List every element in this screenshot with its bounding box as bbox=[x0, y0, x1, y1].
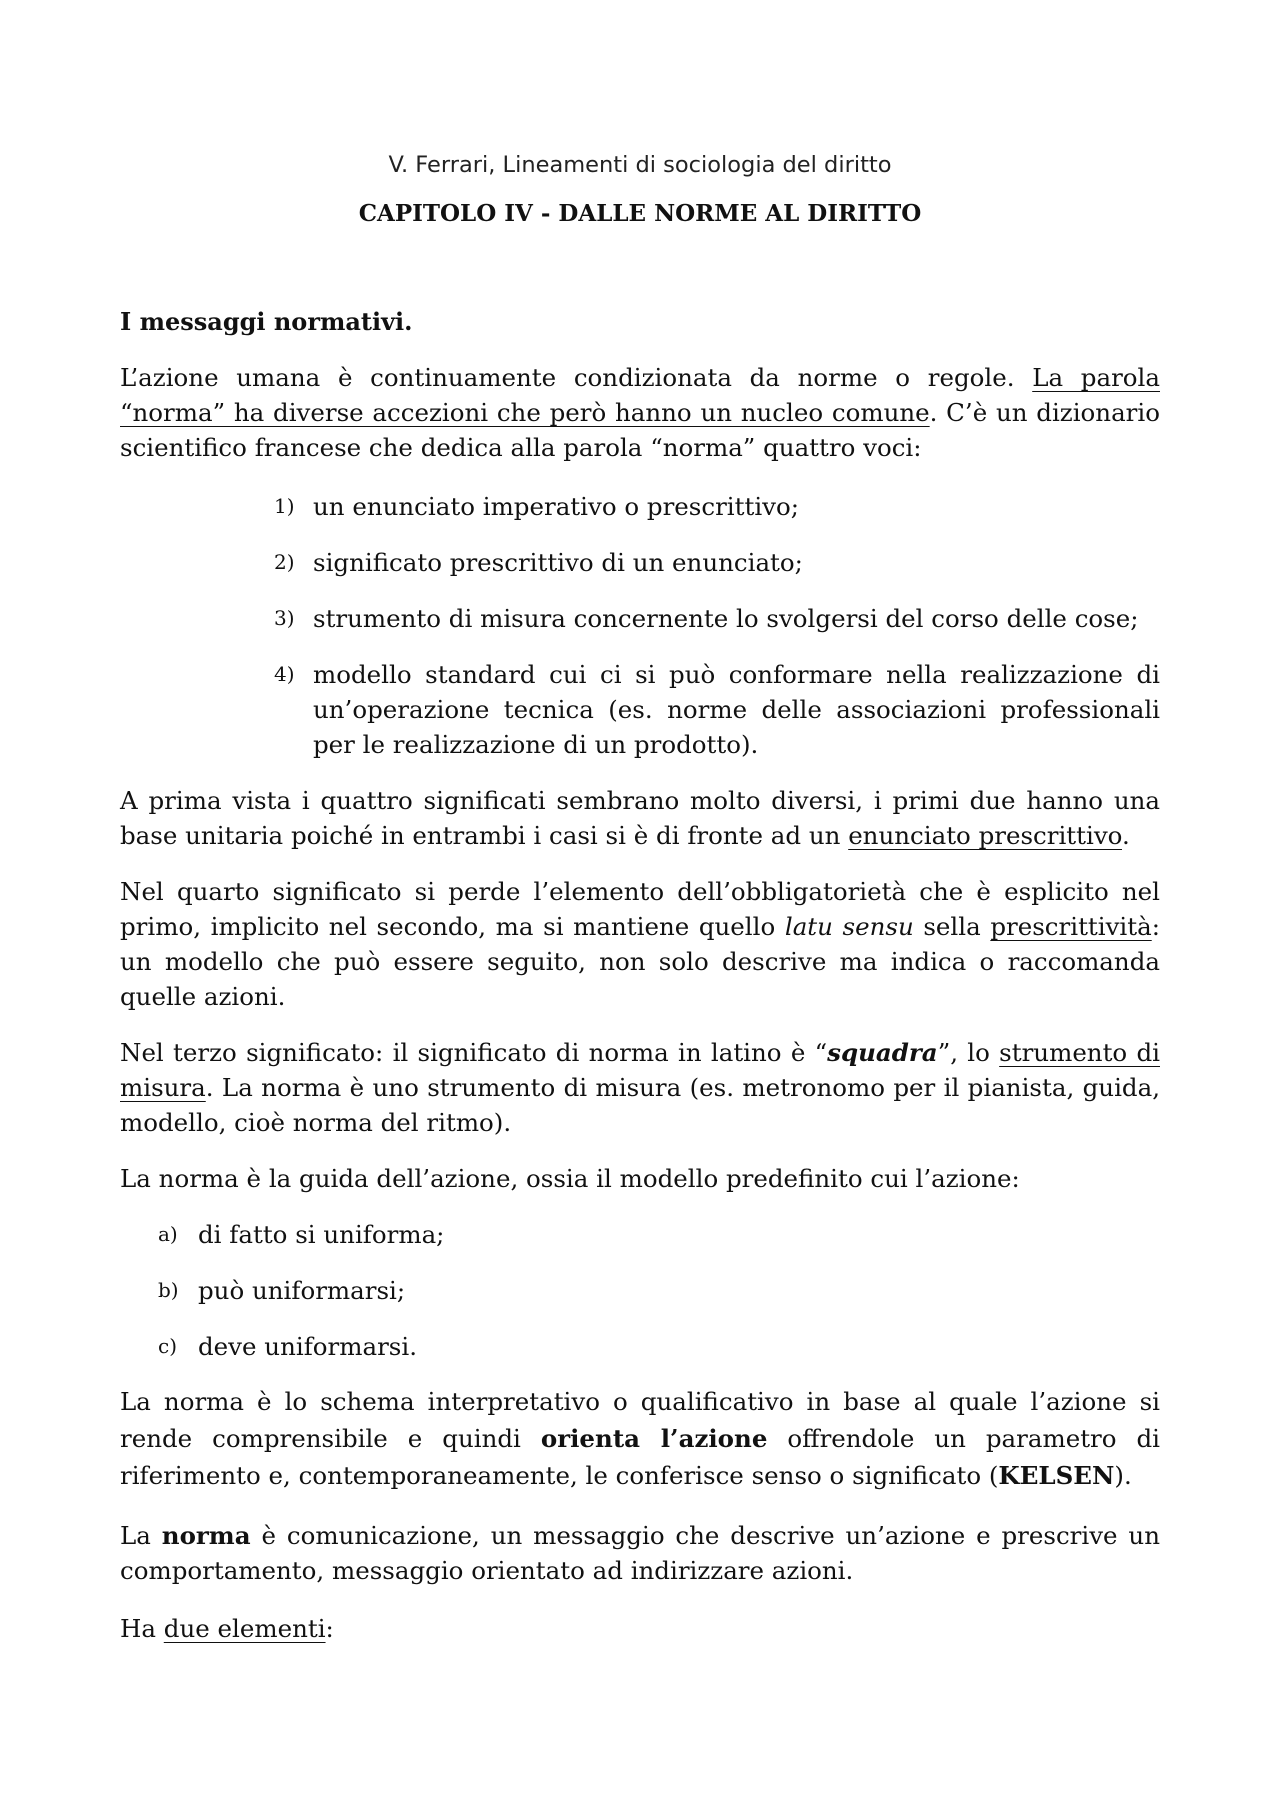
list-marker: 2) bbox=[274, 550, 295, 574]
list-marker: b) bbox=[158, 1278, 179, 1302]
text-run: Nel terzo significato: il significato di norma in latino è “ bbox=[120, 1038, 828, 1067]
text-run: : un modello che può essere seguito, non solo descrive ma indica o raccomanda quelle azioni. bbox=[120, 912, 1160, 1011]
paragraph-communication bbox=[120, 1518, 1160, 1588]
list-item-text: di fatto si uniforma; bbox=[198, 1220, 445, 1249]
list-item-text: modello standard cui ci si può conformare nella realizzazione di un’operazione tecnica (es. norme delle associazioni professionali per le realizzazione di un prodotto). bbox=[313, 660, 1160, 759]
text-run: : bbox=[325, 1614, 334, 1643]
paragraph-two-elements bbox=[120, 1611, 1160, 1646]
paragraph-third-meaning bbox=[120, 1035, 1160, 1140]
text-run: . bbox=[1122, 821, 1130, 850]
list-marker: c) bbox=[158, 1334, 178, 1358]
text-run: offrendole un parametro di riferimento e, contemporaneamente, le conferisce senso o significato ( bbox=[120, 1424, 1161, 1490]
text-run: sella bbox=[913, 912, 991, 941]
document-source: V. Ferrari, Lineamenti di sociologia del diritto bbox=[388, 152, 892, 178]
paragraph-guide: La norma è la guida dell’azione, ossia il modello predefinito cui l’azione: bbox=[120, 1164, 1020, 1193]
underlined-text: enunciato prescrittivo bbox=[848, 821, 1122, 850]
underlined-text: due elementi bbox=[163, 1614, 326, 1643]
text-run: Ha bbox=[120, 1614, 164, 1643]
list-item-text: un enunciato imperativo o prescrittivo; bbox=[313, 492, 800, 521]
text-run: ”, lo bbox=[937, 1038, 1000, 1067]
bold-text: KELSEN bbox=[998, 1461, 1115, 1490]
section-heading: I messaggi normativi. bbox=[120, 307, 413, 336]
bold-italic-text: squadra bbox=[827, 1038, 938, 1067]
underlined-text: La parola “norma” ha diverse accezioni che però hanno un nucleo comune bbox=[120, 363, 1160, 427]
text-run: è comunicazione, un messaggio che descrive un’azione e prescrive un comportamento, messaggio orientato ad indirizzare azioni. bbox=[120, 1521, 1160, 1585]
list-marker: 3) bbox=[274, 606, 295, 630]
list-item-text: deve uniformarsi. bbox=[198, 1332, 417, 1361]
text-run: La bbox=[120, 1521, 162, 1550]
text-run: L’azione umana è continuamente condizionata da norme o regole. bbox=[120, 363, 1033, 392]
italic-text: latu sensu bbox=[784, 912, 914, 941]
bold-text: orienta l’azione bbox=[540, 1424, 768, 1453]
list-marker: 1) bbox=[274, 494, 295, 518]
list-item-text: strumento di misura concernente lo svolgersi del corso delle cose; bbox=[313, 604, 1139, 633]
paragraph-first-view bbox=[120, 783, 1160, 853]
list-item-text: significato prescrittivo di un enunciato; bbox=[313, 548, 803, 577]
text-run: . C’è un dizionario scientifico francese che dedica alla parola “norma” quattro voci: bbox=[120, 398, 1160, 462]
underlined-text: prescrittività bbox=[990, 912, 1152, 941]
list-marker: 4) bbox=[274, 662, 295, 686]
text-run: ). bbox=[1114, 1461, 1132, 1490]
underlined-text: strumento di misura bbox=[120, 1038, 1160, 1102]
paragraph-interpretive-scheme bbox=[120, 1383, 1160, 1494]
bold-text: norma bbox=[161, 1521, 251, 1550]
paragraph-fourth-meaning bbox=[120, 874, 1160, 1014]
list-item-text: può uniformarsi; bbox=[198, 1276, 406, 1305]
chapter-title: CAPITOLO IV - DALLE NORME AL DIRITTO bbox=[358, 200, 922, 227]
text-run: . La norma è uno strumento di misura (es. metronomo per il pianista, guida, modello, cioè norma del ritmo). bbox=[120, 1073, 1160, 1137]
text-run: A prima vista i quattro significati sembrano molto diversi, i primi due hanno una base unitaria poiché in entrambi i casi si è di fronte ad un bbox=[120, 786, 1160, 850]
list-marker: a) bbox=[158, 1222, 178, 1246]
text-run: Nel quarto significato si perde l’elemento dell’obbligatorietà che è esplicito nel primo, implicito nel secondo, ma si mantiene quello bbox=[120, 877, 1160, 941]
text-run: La norma è lo schema interpretativo o qualificativo in base al quale l’azione si rende comprensibile e quindi bbox=[120, 1387, 1160, 1453]
paragraph-intro bbox=[120, 360, 1160, 465]
